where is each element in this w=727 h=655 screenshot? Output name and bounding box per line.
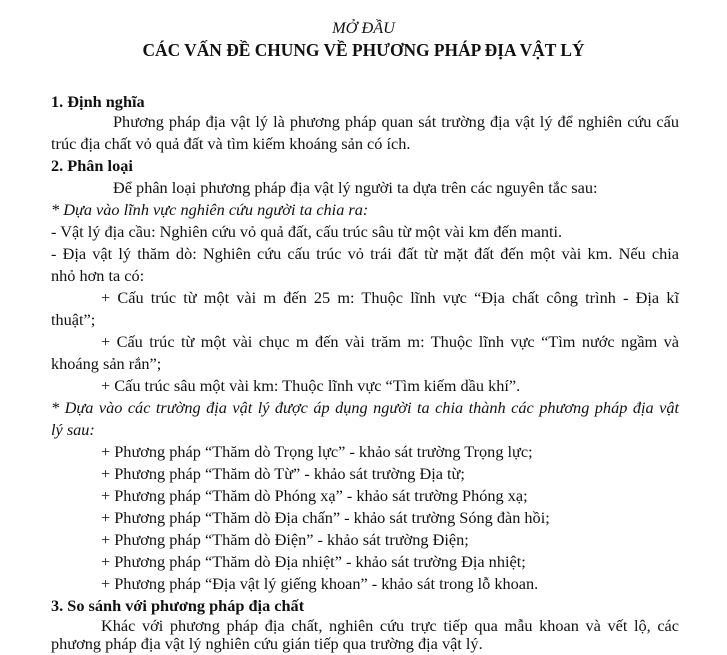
paragraph-line: trúc địa chất vỏ quả đất và tìm kiếm khoáng sản có ích. xyxy=(51,134,411,153)
list-item: + Cấu trúc từ một vài m đến 25 m: Thuộc lĩnh vực “Địa chất công trình - Địa kĩ xyxy=(101,288,679,307)
paragraph-line: Để phân loại phương pháp địa vật lý người ta dựa trên các nguyên tắc sau: xyxy=(113,178,598,197)
method-item: + Phương pháp “Thăm dò Điện” - khảo sát trường Điện; xyxy=(101,530,469,549)
list-item: nhỏ hơn ta có: xyxy=(51,266,145,285)
list-item: thuật”; xyxy=(51,310,96,329)
list-item: + Cấu trúc sâu một vài km: Thuộc lĩnh vực “Tìm kiếm dầu khí”. xyxy=(101,376,521,395)
intro-label: MỞ ĐẦU xyxy=(332,18,395,37)
method-item: + Phương pháp “Thăm dò Địa nhiệt” - khảo sát trường Địa nhiệt; xyxy=(101,552,526,571)
list-item: khoáng sản rắn”; xyxy=(51,354,162,373)
page-title: CÁC VẤN ĐỀ CHUNG VỀ PHƯƠNG PHÁP ĐỊA VẬT LÝ xyxy=(142,40,585,60)
criterion-heading: lý sau: xyxy=(51,420,95,439)
list-item: - Địa vật lý thăm dò: Nghiên cứu cấu trúc vỏ trái đất từ mặt đất đến một vài km. Nếu chia xyxy=(51,244,679,263)
method-item: + Phương pháp “Thăm dò Phóng xạ” - khảo sát trường Phóng xạ; xyxy=(101,486,528,505)
section-heading-definition: 1. Định nghĩa xyxy=(51,92,145,111)
paragraph-line: phương pháp địa vật lý nghiên cứu gián tiếp qua trường địa vật lý. xyxy=(51,634,483,653)
criterion-heading: * Dựa vào lĩnh vực nghiên cứu người ta chia ra: xyxy=(51,200,369,219)
criterion-heading: * Dựa vào các trường địa vật lý được áp dụng người ta chia thành các phương pháp địa vật xyxy=(51,398,679,417)
paragraph-line: Phương pháp địa vật lý là phương pháp quan sát trường địa vật lý để nghiên cứu cấu xyxy=(113,112,679,131)
list-item: + Cấu trúc từ một vài chục m đến vài trăm m: Thuộc lĩnh vực “Tìm nước ngầm và xyxy=(101,332,679,351)
method-item: + Phương pháp “Địa vật lý giếng khoan” - khảo sát trong lỗ khoan. xyxy=(101,574,539,593)
method-item: + Phương pháp “Thăm dò Địa chấn” - khảo sát trường Sóng đàn hồi; xyxy=(101,508,550,527)
section-heading-classification: 2. Phân loại xyxy=(51,156,133,175)
method-item: + Phương pháp “Thăm dò Từ” - khảo sát trường Địa từ; xyxy=(101,464,465,483)
list-item: - Vật lý địa cầu: Nghiên cứu vỏ quả đất, cấu trúc sâu từ một vài km đến manti. xyxy=(51,222,563,241)
section-heading-comparison: 3. So sánh với phương pháp địa chất xyxy=(51,596,305,615)
method-item: + Phương pháp “Thăm dò Trọng lực” - khảo sát trường Trọng lực; xyxy=(101,442,533,461)
paragraph-line: Khác với phương pháp địa chất, nghiên cứu trực tiếp qua mẫu khoan và vết lộ, các xyxy=(101,616,679,635)
